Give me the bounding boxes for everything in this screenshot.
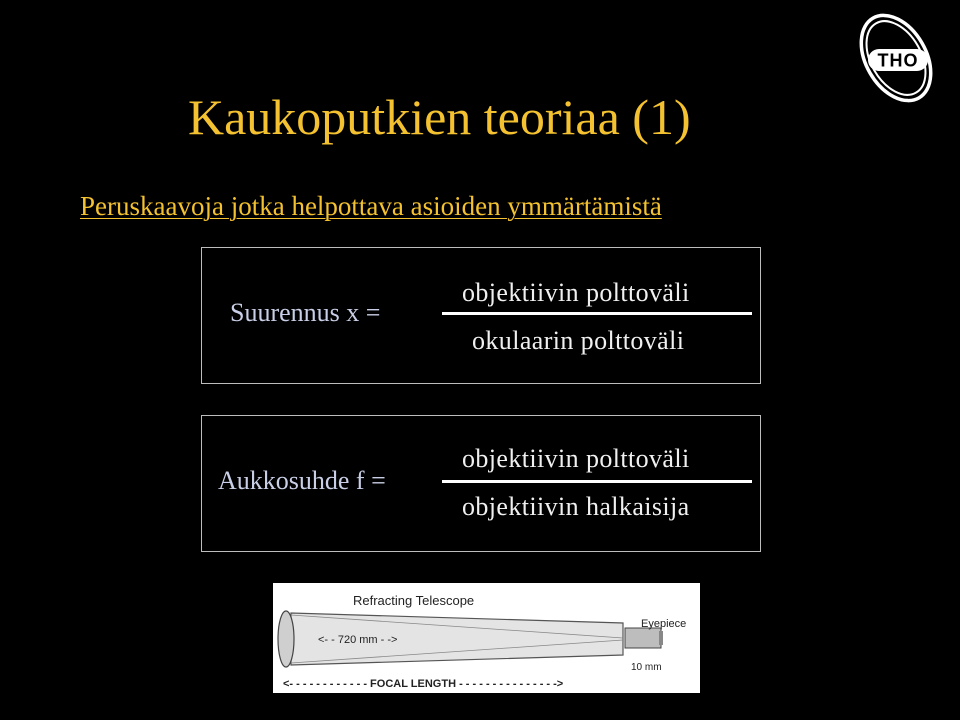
- eyepiece-cap: [659, 631, 663, 645]
- fraction-bar: [442, 480, 752, 483]
- magnification-label: Suurennus x =: [230, 298, 381, 327]
- eyepiece-icon: [625, 628, 661, 648]
- focal-ratio-formula-box: [201, 415, 761, 552]
- magnification-denominator: okulaarin polttoväli: [472, 326, 685, 355]
- tho-logo: [846, 8, 946, 108]
- focal-ratio-label: Aukkosuhde f =: [218, 466, 386, 495]
- magnification-formula-box: [201, 247, 761, 384]
- focal-length-label: <- - - - - - - - - - - - FOCAL LENGTH - - - - - - - - - - - - - - ->: [283, 678, 564, 690]
- fraction-bar: [442, 312, 752, 315]
- refracting-telescope-diagram: [273, 583, 700, 693]
- objective-lens-icon: [278, 611, 294, 667]
- eyepiece-label: Eyepiece: [641, 618, 687, 630]
- objective-length-label: <- - 720 mm - ->: [318, 634, 398, 646]
- slide-title: Kaukoputkien teoriaa (1): [188, 89, 691, 145]
- diagram-title: Refracting Telescope: [353, 593, 475, 608]
- magnification-numerator: objektiivin polttoväli: [462, 278, 690, 307]
- focal-ratio-numerator: objektiivin polttoväli: [462, 444, 690, 473]
- focal-ratio-denominator: objektiivin halkaisija: [462, 492, 690, 521]
- svg-text:THO: THO: [877, 50, 919, 71]
- slide-subtitle: Peruskaavoja jotka helpottava asioiden ymmärtämistä: [80, 191, 662, 221]
- eyepiece-length-label: 10 mm: [631, 662, 662, 673]
